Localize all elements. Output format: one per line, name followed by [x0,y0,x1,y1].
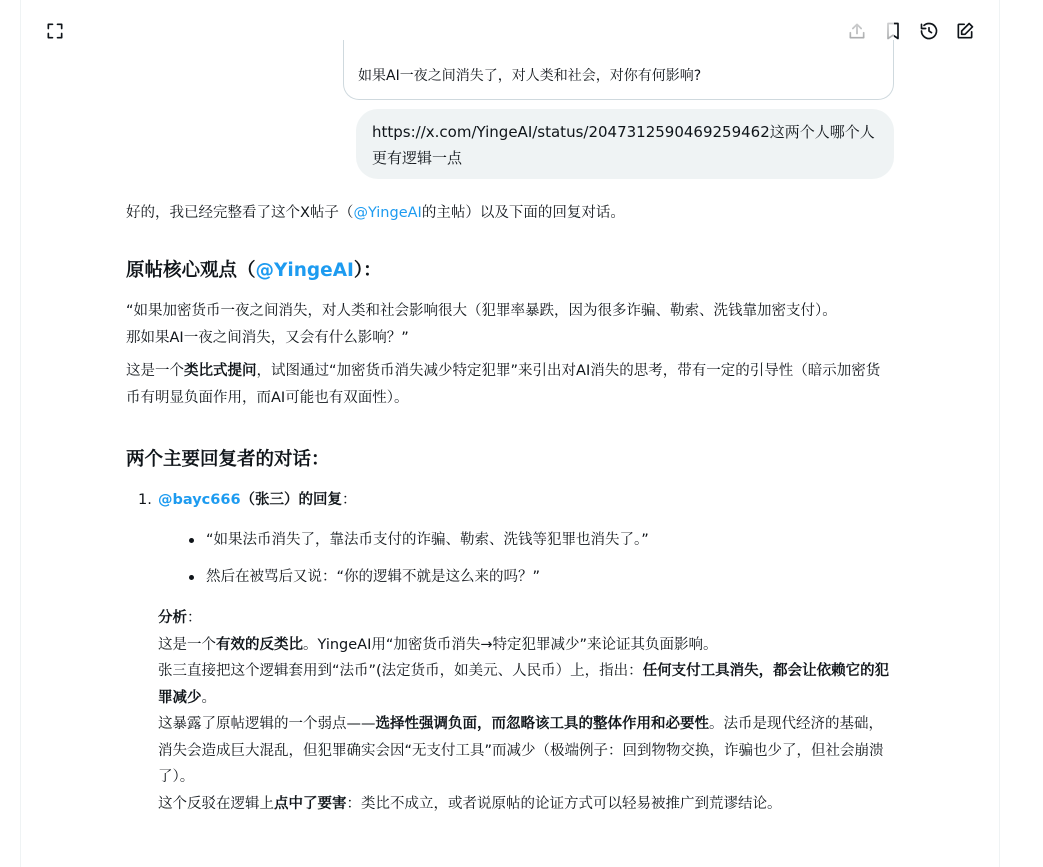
assistant-response [126,200,896,817]
summary-paragraph: 这是一个类比式提问，试图通过“加密货币消失减少特定犯罪”来引出对AI消失的思考，带有一定的引导性（暗示加密货币有明显负面作用，而AI可能也有双面性）。 [126,363,881,406]
compose-icon[interactable] [951,17,979,45]
previous-message [343,40,894,100]
mention-link[interactable]: @bayc666 [158,492,241,508]
response-intro: 好的，我已经完整看了这个X帖子（@YingeAI的主帖）以及下面的回复对话。 [126,205,625,221]
scroll-fade [343,0,894,44]
replies-list [126,487,896,817]
mention-link[interactable]: @YingeAI [353,205,422,221]
quote-line-2: 那如果AI一夜之间消失，又会有什么影响？” [126,330,409,346]
analysis-block: 分析： 这是一个有效的反类比。YingeAI用“加密货币消失→特定犯罪减少”来论证其负面影响。 张三直接把这个逻辑套用到“法币”(法定货币，如美元、人民币）上，指出：任何支付工具消失，都会让依赖它的犯罪减少。 这暴露了原帖逻辑的一个弱点——选择性强调负面，而忽略该工具的整体作用和必要性。法币是现代经济的基础，消失会造成巨大混乱，但犯罪确实会因“无支付工具”而减少（极端例子：回到物物交换，诈骗也少了，但社会崩溃了）。 这个反驳在逻辑上点中了要害：类比不成立，或者说原帖的论证方式可以轻易被推广到荒谬结论。 [158,610,890,812]
user-message-bubble [356,109,894,179]
list-item: 1. @bayc666（张三）的回复： “如果法币消失了，靠法币支付的诈骗、勒索、洗钱等犯罪也消失了。” 然后在被骂后又说：“你的逻辑不就是这么来的吗？” 分析： 这是一个有效的反类比。YingeAI用“加密货币消失→特定犯罪减少”来论证其负面影响。 张三直接把这个逻辑套用到“法币”(法定货币，如美元、人民币）上，指出：任何支付工具消失，都会让依赖它的犯罪减少。 这暴露了原帖逻辑的一个弱点——选择性强调负面，而忽略该工具的整体作用和必要性。法币是现代经济的基础，消失会造成巨大混乱，但犯罪确实会因“无支付工具”而减少（极端例子：回到物物交换，诈骗也少了，但社会崩溃了）。 这个反驳在逻辑上点中了要害：类比不成立，或者说原帖的论证方式可以轻易被推广到荒谬结论。 [126,487,896,817]
list-number: 1. [138,492,152,508]
quote-line-1: “如果加密货币一夜之间消失，对人类和社会影响很大（犯罪率暴跌，因为很多诈骗、勒索、洗钱靠加密支付）。 [126,303,837,319]
section-heading-original-post: 原帖核心观点（@YingeAI）： [126,260,382,281]
section-heading-replies: 两个主要回复者的对话： [126,449,330,470]
expand-icon[interactable] [41,17,69,45]
mention-link[interactable]: @YingeAI [255,260,354,281]
bullet-item: “如果法币消失了，靠法币支付的诈骗、勒索、洗钱等犯罪也消失了。” [158,527,896,554]
previous-message-text: 如果AI一夜之间消失了，对人类和社会，对你有何影响? [358,68,702,84]
history-icon[interactable] [915,17,943,45]
user-message-text: https://x.com/YingeAI/status/2047312590469259462这两个人哪个人更有逻辑一点 [372,123,875,167]
bullet-item: 然后在被骂后又说：“你的逻辑不就是这么来的吗？” [158,564,896,591]
reply-bullets [158,527,896,591]
